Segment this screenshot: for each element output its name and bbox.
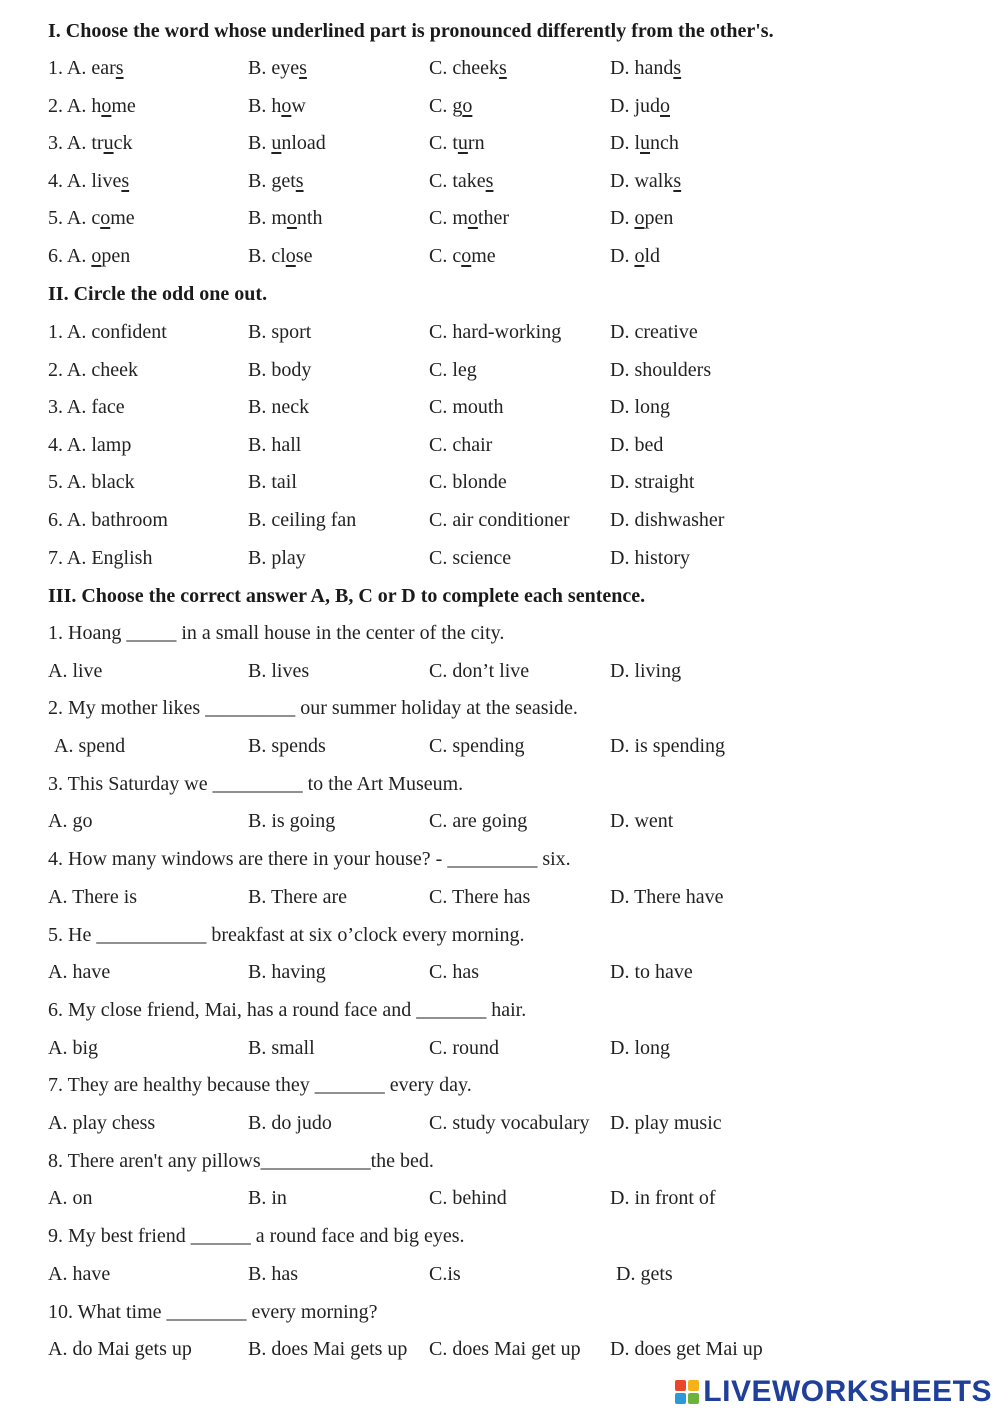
underlined-sound: s: [121, 169, 130, 192]
underlined-sound: o: [634, 245, 645, 267]
pronunciation-option: [48, 245, 130, 268]
answer-option: C. There has: [429, 885, 531, 908]
underlined-sound: o: [281, 94, 292, 117]
option-text: rn: [467, 132, 485, 155]
pronunciation-option: [248, 57, 307, 80]
underlined-sound: s: [295, 169, 304, 192]
odd-one-out-option: B. ceiling fan: [248, 509, 357, 531]
underlined-sound: o: [285, 245, 296, 267]
option-text: C. g: [429, 94, 463, 117]
option-text: ld: [644, 245, 661, 267]
odd-one-out-option: 7. A. English: [48, 546, 153, 569]
answer-option: B. spends: [248, 735, 326, 757]
answer-option: D. There have: [610, 885, 724, 908]
underlined-sound: o: [634, 207, 645, 230]
option-text: 2. A. h: [48, 94, 102, 117]
odd-one-out-option: C. blonde: [429, 471, 507, 494]
section-3-heading: III. Choose the correct answer A, B, C or D to complete each sentence.: [48, 585, 646, 607]
underlined-sound: o: [101, 94, 112, 117]
answer-option: A. on: [48, 1187, 93, 1210]
option-text: pen: [644, 207, 674, 230]
odd-one-out-option: D. bed: [610, 433, 664, 456]
pronunciation-option: [429, 132, 485, 155]
odd-one-out-option: B. sport: [248, 321, 312, 343]
answer-option: D. living: [610, 659, 682, 682]
option-text: D.: [610, 245, 635, 267]
option-text: D. l: [610, 132, 640, 155]
option-text: C. c: [429, 245, 462, 267]
answer-option: C. are going: [429, 810, 528, 833]
pronunciation-option: [248, 132, 326, 155]
underlined-sound: o: [286, 207, 297, 230]
answer-option: C. spending: [429, 735, 525, 757]
question-text: 8. There aren't any pillows___________the bed.: [48, 1149, 434, 1172]
option-text: B. eye: [248, 57, 300, 79]
option-text: ck: [113, 132, 133, 155]
answer-option: C. does Mai get up: [429, 1338, 581, 1361]
section-1-heading: I. Choose the word whose underlined part is pronounced differently from the other's.: [48, 20, 774, 42]
pronunciation-option: [610, 95, 670, 118]
option-text: pen: [101, 245, 131, 267]
underlined-sound: o: [467, 207, 478, 230]
question-text: 3. This Saturday we _________ to the Art Museum.: [48, 772, 464, 795]
option-text: B. m: [248, 207, 287, 230]
odd-one-out-option: C. chair: [429, 433, 493, 456]
answer-option: B. has: [248, 1262, 298, 1285]
odd-one-out-option: C. leg: [429, 358, 477, 381]
pronunciation-option: [429, 57, 507, 80]
answer-option: D. gets: [616, 1262, 673, 1285]
option-text: D. jud: [610, 94, 660, 117]
underlined-sound: u: [640, 132, 650, 155]
pronunciation-option: [48, 132, 132, 155]
underlined-sound: u: [271, 132, 282, 155]
answer-option: A. big: [48, 1036, 98, 1059]
underlined-sound: s: [673, 57, 682, 79]
answer-option: A. have: [48, 961, 111, 984]
underlined-sound: o: [660, 94, 670, 117]
answer-option: D. long: [610, 1036, 670, 1059]
odd-one-out-option: D. long: [610, 396, 670, 419]
underlined-sound: s: [498, 57, 507, 79]
odd-one-out-option: C. mouth: [429, 396, 504, 419]
option-text: B. h: [248, 94, 282, 117]
answer-option: C. round: [429, 1036, 499, 1059]
underlined-sound: o: [100, 207, 111, 230]
answer-option: A. There is: [48, 885, 138, 908]
underlined-sound: s: [673, 169, 682, 192]
answer-option: C. behind: [429, 1187, 507, 1210]
pronunciation-option: [48, 57, 124, 80]
answer-option: C. has: [429, 961, 479, 984]
odd-one-out-option: 4. A. lamp: [48, 433, 132, 456]
pronunciation-option: [610, 132, 679, 155]
option-text: 1. A. ear: [48, 57, 116, 79]
option-text: me: [110, 207, 135, 230]
underlined-sound: u: [103, 132, 114, 155]
answer-option: D. to have: [610, 961, 693, 984]
option-text: me: [471, 245, 496, 267]
odd-one-out-option: B. neck: [248, 396, 310, 419]
answer-option: D. in front of: [610, 1187, 716, 1210]
question-text: 7. They are healthy because they _______ every day.: [48, 1074, 472, 1097]
odd-one-out-option: 6. A. bathroom: [48, 509, 168, 531]
option-text: nth: [296, 207, 323, 230]
odd-one-out-option: 2. A. cheek: [48, 358, 138, 381]
odd-one-out-option: D. dishwasher: [610, 509, 725, 531]
answer-option: A. do Mai gets up: [48, 1338, 192, 1361]
liveworksheets-logo: [675, 1375, 992, 1409]
pronunciation-option: [248, 95, 306, 118]
question-text: 9. My best friend ______ a round face and big eyes.: [48, 1225, 465, 1248]
pronunciation-option: [429, 95, 472, 118]
odd-one-out-option: D. shoulders: [610, 358, 712, 381]
option-text: C. cheek: [429, 57, 499, 79]
option-text: B. cl: [248, 245, 286, 267]
option-text: nload: [281, 132, 326, 155]
question-text: 5. He ___________ breakfast at six o’clock every morning.: [48, 923, 525, 946]
answer-option: B. lives: [248, 659, 310, 682]
section-2-heading: II. Circle the odd one out.: [48, 283, 268, 305]
pronunciation-option: [48, 95, 136, 118]
answer-option: D. does get Mai up: [610, 1338, 763, 1361]
answer-option: D. went: [610, 810, 674, 833]
answer-option: D. play music: [610, 1112, 722, 1134]
option-text: C. t: [429, 132, 458, 155]
odd-one-out-option: B. tail: [248, 471, 297, 494]
question-text: 10. What time ________ every morning?: [48, 1300, 378, 1323]
pronunciation-option: [610, 207, 673, 230]
answer-option: A. spend: [54, 735, 126, 757]
pronunciation-option: [429, 207, 509, 230]
pronunciation-option: [610, 245, 660, 268]
answer-option: B. having: [248, 961, 326, 984]
odd-one-out-option: C. air conditioner: [429, 509, 570, 531]
pronunciation-option: [610, 170, 681, 193]
pronunciation-option: [48, 207, 135, 230]
option-text: w: [291, 94, 306, 117]
pronunciation-option: [610, 57, 681, 80]
option-text: 3. A. tr: [48, 132, 104, 155]
answer-option: C. don’t live: [429, 659, 530, 682]
pronunciation-option: [248, 207, 322, 230]
answer-option: A. go: [48, 810, 93, 833]
underlined-sound: s: [299, 57, 307, 79]
underlined-sound: o: [462, 94, 473, 117]
answer-option: B. does Mai gets up: [248, 1338, 408, 1361]
answer-option: D. is spending: [610, 735, 725, 757]
pronunciation-option: [429, 245, 496, 268]
odd-one-out-option: C. science: [429, 546, 512, 569]
option-text: nch: [650, 132, 679, 155]
answer-option: B. small: [248, 1036, 315, 1059]
answer-option: A. live: [48, 659, 103, 682]
answer-option: B. do judo: [248, 1112, 332, 1134]
answer-option: A. have: [48, 1262, 111, 1285]
odd-one-out-option: 3. A. face: [48, 396, 125, 419]
question-text: 4. How many windows are there in your house? - _________ six.: [48, 848, 571, 871]
odd-one-out-option: D. straight: [610, 471, 695, 494]
option-text: 6. A.: [48, 245, 92, 267]
pronunciation-option: [48, 170, 129, 193]
option-text: 5. A. c: [48, 207, 101, 230]
option-text: se: [295, 245, 313, 267]
odd-one-out-option: 1. A. confident: [48, 321, 167, 343]
answer-option: B. is going: [248, 810, 336, 833]
underlined-sound: o: [461, 245, 472, 267]
answer-option: C.is: [429, 1262, 461, 1285]
odd-one-out-option: C. hard-working: [429, 321, 562, 343]
option-text: me: [111, 94, 136, 117]
pronunciation-option: [248, 245, 312, 268]
option-text: B. get: [248, 169, 296, 192]
odd-one-out-option: D. history: [610, 546, 690, 569]
option-text: D. walk: [610, 169, 674, 192]
option-text: 4. A. live: [48, 169, 122, 192]
option-text: ther: [477, 207, 509, 230]
option-text: C. take: [429, 169, 486, 192]
question-text: 6. My close friend, Mai, has a round face and _______ hair.: [48, 999, 527, 1021]
underlined-sound: s: [115, 57, 124, 79]
question-text: 1. Hoang _____ in a small house in the center of the city.: [48, 622, 505, 644]
answer-option: A. play chess: [48, 1112, 156, 1134]
liveworksheets-logo-text: LIVEWORKSHEETS: [703, 1375, 992, 1408]
liveworksheets-logo-icon: [675, 1380, 699, 1404]
underlined-sound: o: [91, 245, 102, 267]
odd-one-out-option: D. creative: [610, 321, 698, 343]
answer-option: C. study vocabulary: [429, 1112, 590, 1134]
odd-one-out-option: B. hall: [248, 433, 302, 456]
underlined-sound: s: [485, 169, 494, 192]
underlined-sound: u: [457, 132, 468, 155]
answer-option: B. in: [248, 1187, 287, 1210]
option-text: B.: [248, 132, 272, 155]
option-text: C. m: [429, 207, 468, 230]
pronunciation-option: [248, 170, 304, 193]
option-text: D.: [610, 207, 635, 230]
odd-one-out-option: B. play: [248, 546, 306, 569]
question-text: 2. My mother likes _________ our summer holiday at the seaside.: [48, 697, 578, 720]
pronunciation-option: [429, 170, 493, 193]
answer-option: B. There are: [248, 885, 348, 908]
odd-one-out-option: B. body: [248, 358, 312, 381]
option-text: D. hand: [610, 57, 674, 79]
odd-one-out-option: 5. A. black: [48, 471, 135, 494]
